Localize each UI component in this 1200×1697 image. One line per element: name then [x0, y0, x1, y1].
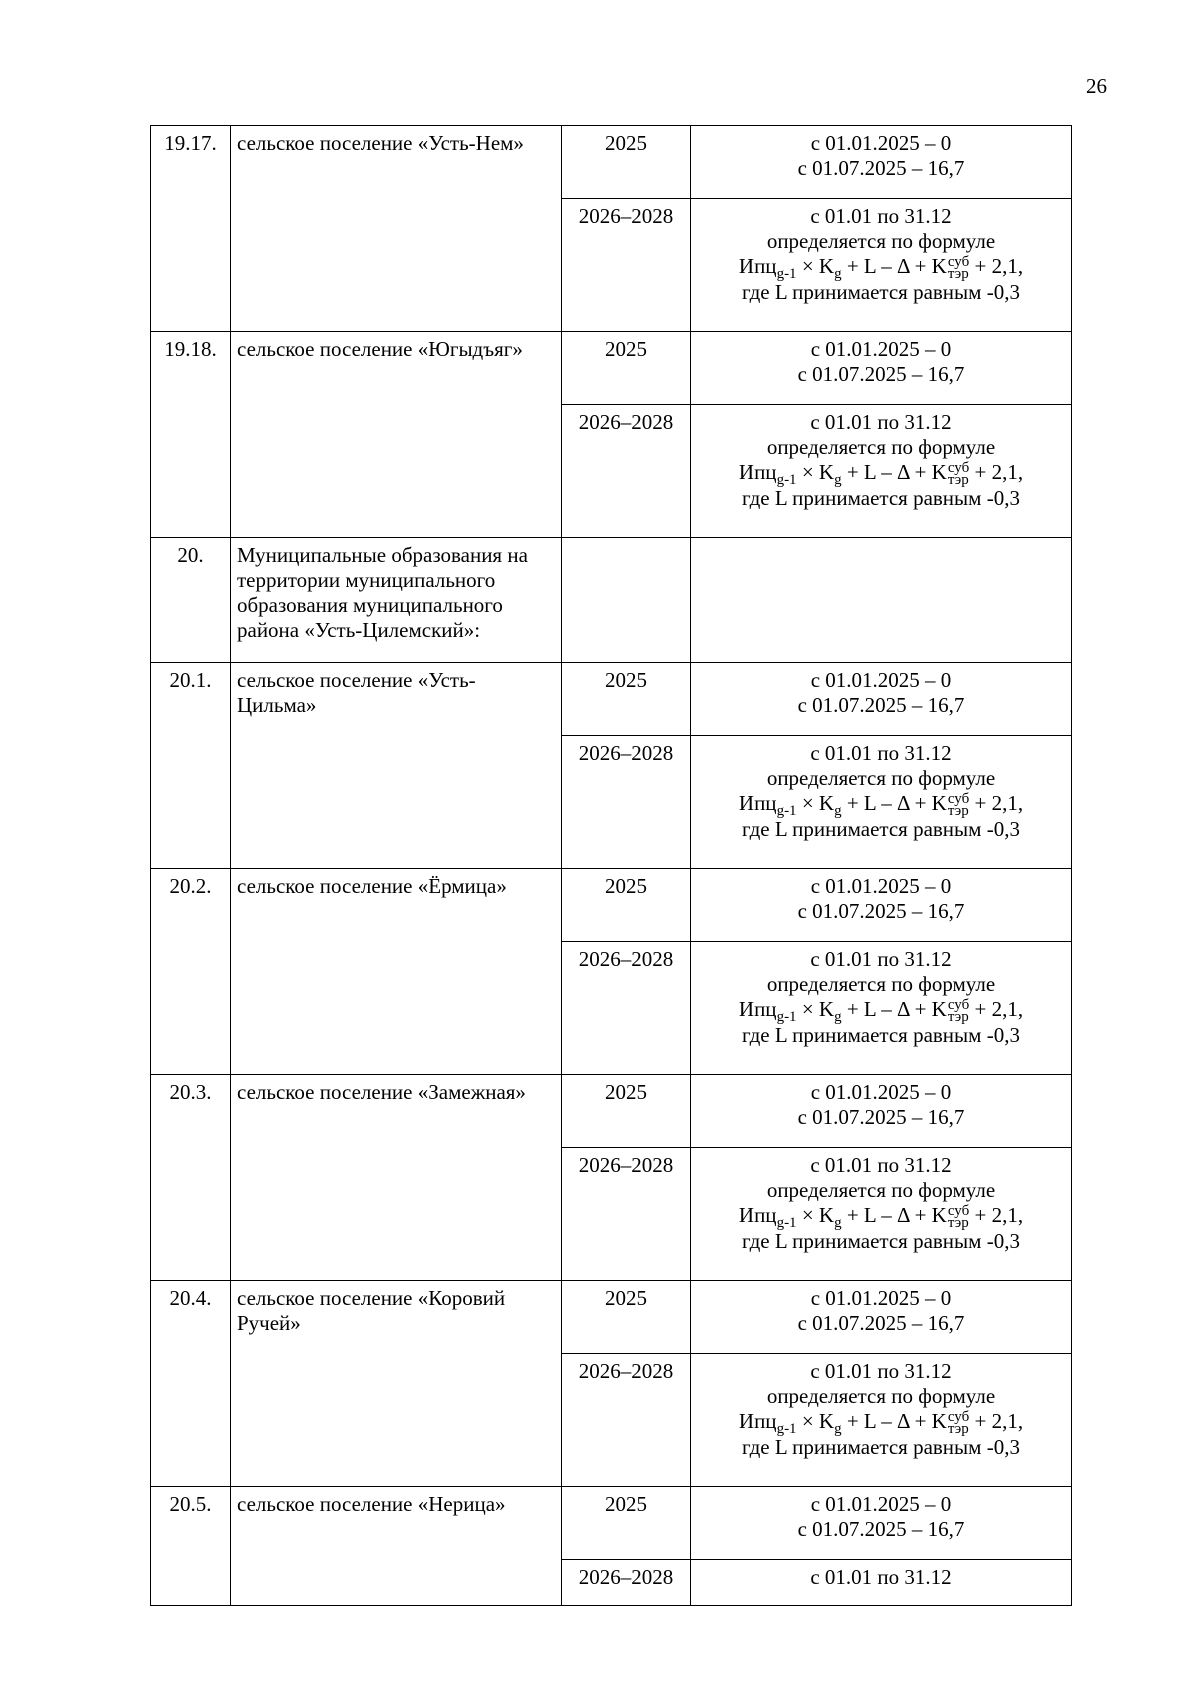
rate-value: с 01.01.2025 – 0 с 01.07.2025 – 16,7 — [691, 869, 1072, 942]
formula: $Ипц_{g-1} \times K_g + L - \Delta + K$ суб тэр + 2,1, — [738, 791, 1024, 820]
row-number: 20.4. — [151, 1281, 231, 1487]
table-row — [151, 663, 1072, 736]
rate-value: с 01.01.2025 – 0 с 01.07.2025 – 16,7 — [691, 332, 1072, 405]
page-number: 26 — [1086, 74, 1107, 98]
settlement-name: сельское поселение «Коровий Ручей» — [231, 1281, 562, 1487]
period-year — [562, 538, 691, 663]
period-year: 2026–2028 — [562, 405, 691, 538]
table-row — [151, 1487, 1072, 1560]
rate-formula: с 01.01 по 31.12 определяется по формуле $Ипц_{g-1} \times K_g + L - \Delta + K$ суб тэр + 2,1, где L принимается равным -0,3 — [691, 942, 1072, 1075]
table-row — [151, 1075, 1072, 1148]
formula: $Ипц_{g-1} \times K_g + L - \Delta + K$ суб тэр + 2,1, — [738, 460, 1024, 489]
settlement-name: сельское поселение «Усть-Нем» — [231, 126, 562, 332]
table-row — [151, 332, 1072, 405]
row-number: 20.1. — [151, 663, 231, 869]
period-year: 2026–2028 — [562, 199, 691, 332]
settlement-name: сельское поселение «Усть-Цильма» — [231, 663, 562, 869]
period-year: 2025 — [562, 1487, 691, 1560]
rate-formula: с 01.01 по 31.12 определяется по формуле $Ипц_{g-1} \times K_g + L - \Delta + K$ суб тэр + 2,1, где L принимается равным -0,3 — [691, 1148, 1072, 1281]
rate-value: с 01.01.2025 – 0 с 01.07.2025 – 16,7 — [691, 1075, 1072, 1148]
rate-value: с 01.01.2025 – 0 с 01.07.2025 – 16,7 — [691, 663, 1072, 736]
settlement-name: сельское поселение «Ёрмица» — [231, 869, 562, 1075]
table-row — [151, 126, 1072, 199]
row-number: 19.18. — [151, 332, 231, 538]
period-year: 2025 — [562, 126, 691, 199]
rate-formula: с 01.01 по 31.12 определяется по формуле $Ипц_{g-1} \times K_g + L - \Delta + K$ суб тэр + 2,1, где L принимается равным -0,3 — [691, 405, 1072, 538]
section-heading: Муниципальные образования на территории муниципального образования муниципального района «Усть-Цилемский»: — [231, 538, 562, 663]
tariff-table — [150, 125, 1072, 1606]
formula: $Ипц_{g-1} \times K_g + L - \Delta + K$ суб тэр + 2,1, — [738, 1409, 1024, 1438]
rate-formula: с 01.01 по 31.12 определяется по формуле $Ипц_{g-1} \times K_g + L - \Delta + K$ суб тэр + 2,1, где L принимается равным -0,3 — [691, 199, 1072, 332]
period-year: 2025 — [562, 869, 691, 942]
period-year: 2026–2028 — [562, 942, 691, 1075]
row-number: 20.3. — [151, 1075, 231, 1281]
formula: $Ипц_{g-1} \times K_g + L - \Delta + K$ суб тэр + 2,1, — [738, 997, 1024, 1026]
period-year: 2025 — [562, 663, 691, 736]
table-row — [151, 1281, 1072, 1354]
table-row — [151, 869, 1072, 942]
period-year: 2025 — [562, 1281, 691, 1354]
settlement-name: сельское поселение «Югыдъяг» — [231, 332, 562, 538]
rate-value: с 01.01.2025 – 0 с 01.07.2025 – 16,7 — [691, 1487, 1072, 1560]
period-year: 2026–2028 — [562, 1148, 691, 1281]
row-number: 20.2. — [151, 869, 231, 1075]
period-year: 2026–2028 — [562, 736, 691, 869]
period-year: 2026–2028 — [562, 1560, 691, 1606]
period-year: 2025 — [562, 332, 691, 405]
rate-value: с 01.01 по 31.12 — [691, 1560, 1072, 1606]
formula: $Ипц_{g-1} \times K_g + L - \Delta + K$ суб тэр + 2,1, — [738, 1203, 1024, 1232]
rate-value: с 01.01.2025 – 0 с 01.07.2025 – 16,7 — [691, 126, 1072, 199]
row-number: 20.5. — [151, 1487, 231, 1606]
rate-value: с 01.01.2025 – 0 с 01.07.2025 – 16,7 — [691, 1281, 1072, 1354]
row-number: 20. — [151, 538, 231, 663]
period-year: 2025 — [562, 1075, 691, 1148]
period-year: 2026–2028 — [562, 1354, 691, 1487]
rate-formula: с 01.01 по 31.12 определяется по формуле $Ипц_{g-1} \times K_g + L - \Delta + K$ суб тэр + 2,1, где L принимается равным -0,3 — [691, 1354, 1072, 1487]
settlement-name: сельское поселение «Нерица» — [231, 1487, 562, 1606]
formula: $Ипц_{g-1} \times K_g + L - \Delta + K$ суб тэр + 2,1, — [738, 254, 1024, 283]
rate-formula: с 01.01 по 31.12 определяется по формуле $Ипц_{g-1} \times K_g + L - \Delta + K$ суб тэр + 2,1, где L принимается равным -0,3 — [691, 736, 1072, 869]
rate-value — [691, 538, 1072, 663]
row-number: 19.17. — [151, 126, 231, 332]
settlement-name: сельское поселение «Замежная» — [231, 1075, 562, 1281]
table-row — [151, 538, 1072, 663]
